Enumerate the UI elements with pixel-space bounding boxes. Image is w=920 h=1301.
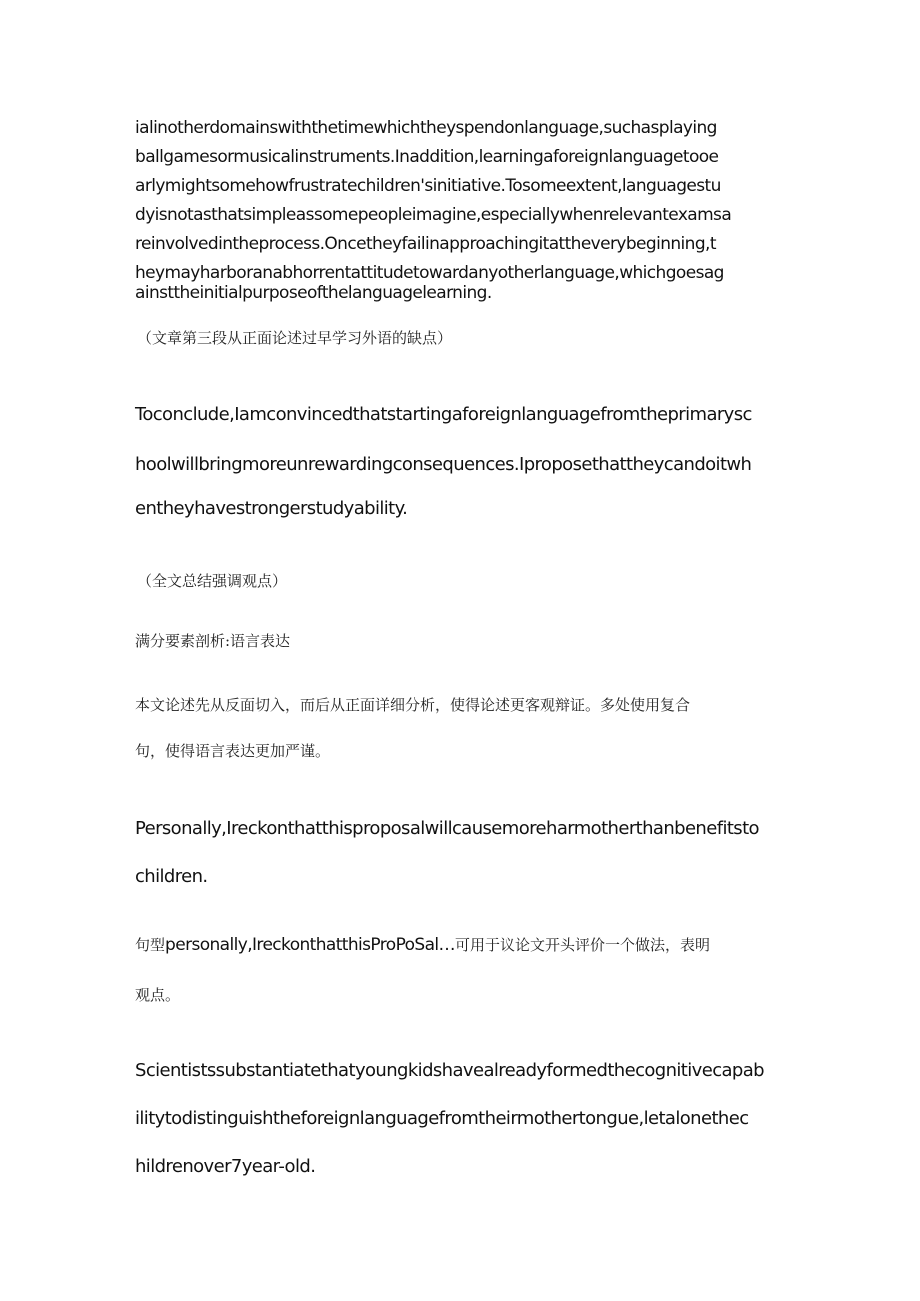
sentence-pattern-continued: 观点。 [135, 986, 181, 1004]
paragraph-line: reinvolvedintheprocess.Oncetheyfailinapproachingitattheverybeginning,t [135, 234, 716, 254]
paragraph-line: 句，使得语言表达更加严谨。 [135, 742, 331, 760]
paragraph-line: arlymightsomehowfrustratechildren'sinitiative.Tosomeextent,languagestu [135, 176, 721, 196]
sentence-pattern [135, 934, 710, 955]
paragraph-line: ainsttheinitialpurposeofthelanguagelearning. [135, 283, 492, 303]
paragraph-line: children. [135, 866, 208, 887]
paragraph-line: dyisnotasthatsimpleassomepeopleimagine,especiallywhenrelevantexamsa [135, 205, 732, 225]
pattern-suffix: 可用于议论文开头评价一个做法，表明 [454, 936, 710, 954]
paragraph-line: Scientistssubstantiatethatyoungkidshavealreadyformedthecognitivecapab [135, 1060, 765, 1081]
paragraph-line: Personally,Ireckonthatthisproposalwillcausemoreharmotherthanbenefitsto [135, 818, 759, 839]
paragraph-line: ballgamesormusicalinstruments.Inaddition,learningaforeignlanguagetooe [135, 147, 719, 167]
paragraph-line: hildrenover7year-old. [135, 1156, 316, 1177]
paragraph-line: heymayharboranabhorrentattitudetowardanyotherlanguage,whichgoesag [135, 263, 724, 283]
paragraph-line: ialinotherdomainswiththetimewhichtheyspendonlanguage,suchasplaying [135, 118, 717, 138]
paragraph-line: ilitytodistinguishtheforeignlanguagefromtheirmothertongue,letalonethec [135, 1108, 749, 1129]
annotation-note: （文章第三段从正面论述过早学习外语的缺点） [137, 329, 453, 347]
pattern-english: personally,IreckonthatthisProPoSal… [165, 935, 455, 955]
paragraph-line: 本文论述先从反面切入，而后从正面详细分析，使得论述更客观辩证。多处使用复合 [135, 696, 691, 714]
section-heading: 满分要素剖析:语言表达 [135, 632, 291, 650]
annotation-note: （全文总结强调观点） [137, 572, 288, 590]
paragraph-line: entheyhavestrongerstudyability. [135, 498, 408, 519]
pattern-prefix: 句型 [135, 936, 166, 954]
paragraph-line: hoolwillbringmoreunrewardingconsequences.Iproposethattheycandoitwh [135, 454, 752, 475]
paragraph-line: Toconclude,Iamconvincedthatstartingaforeignlanguagefromtheprimarysc [135, 404, 752, 425]
